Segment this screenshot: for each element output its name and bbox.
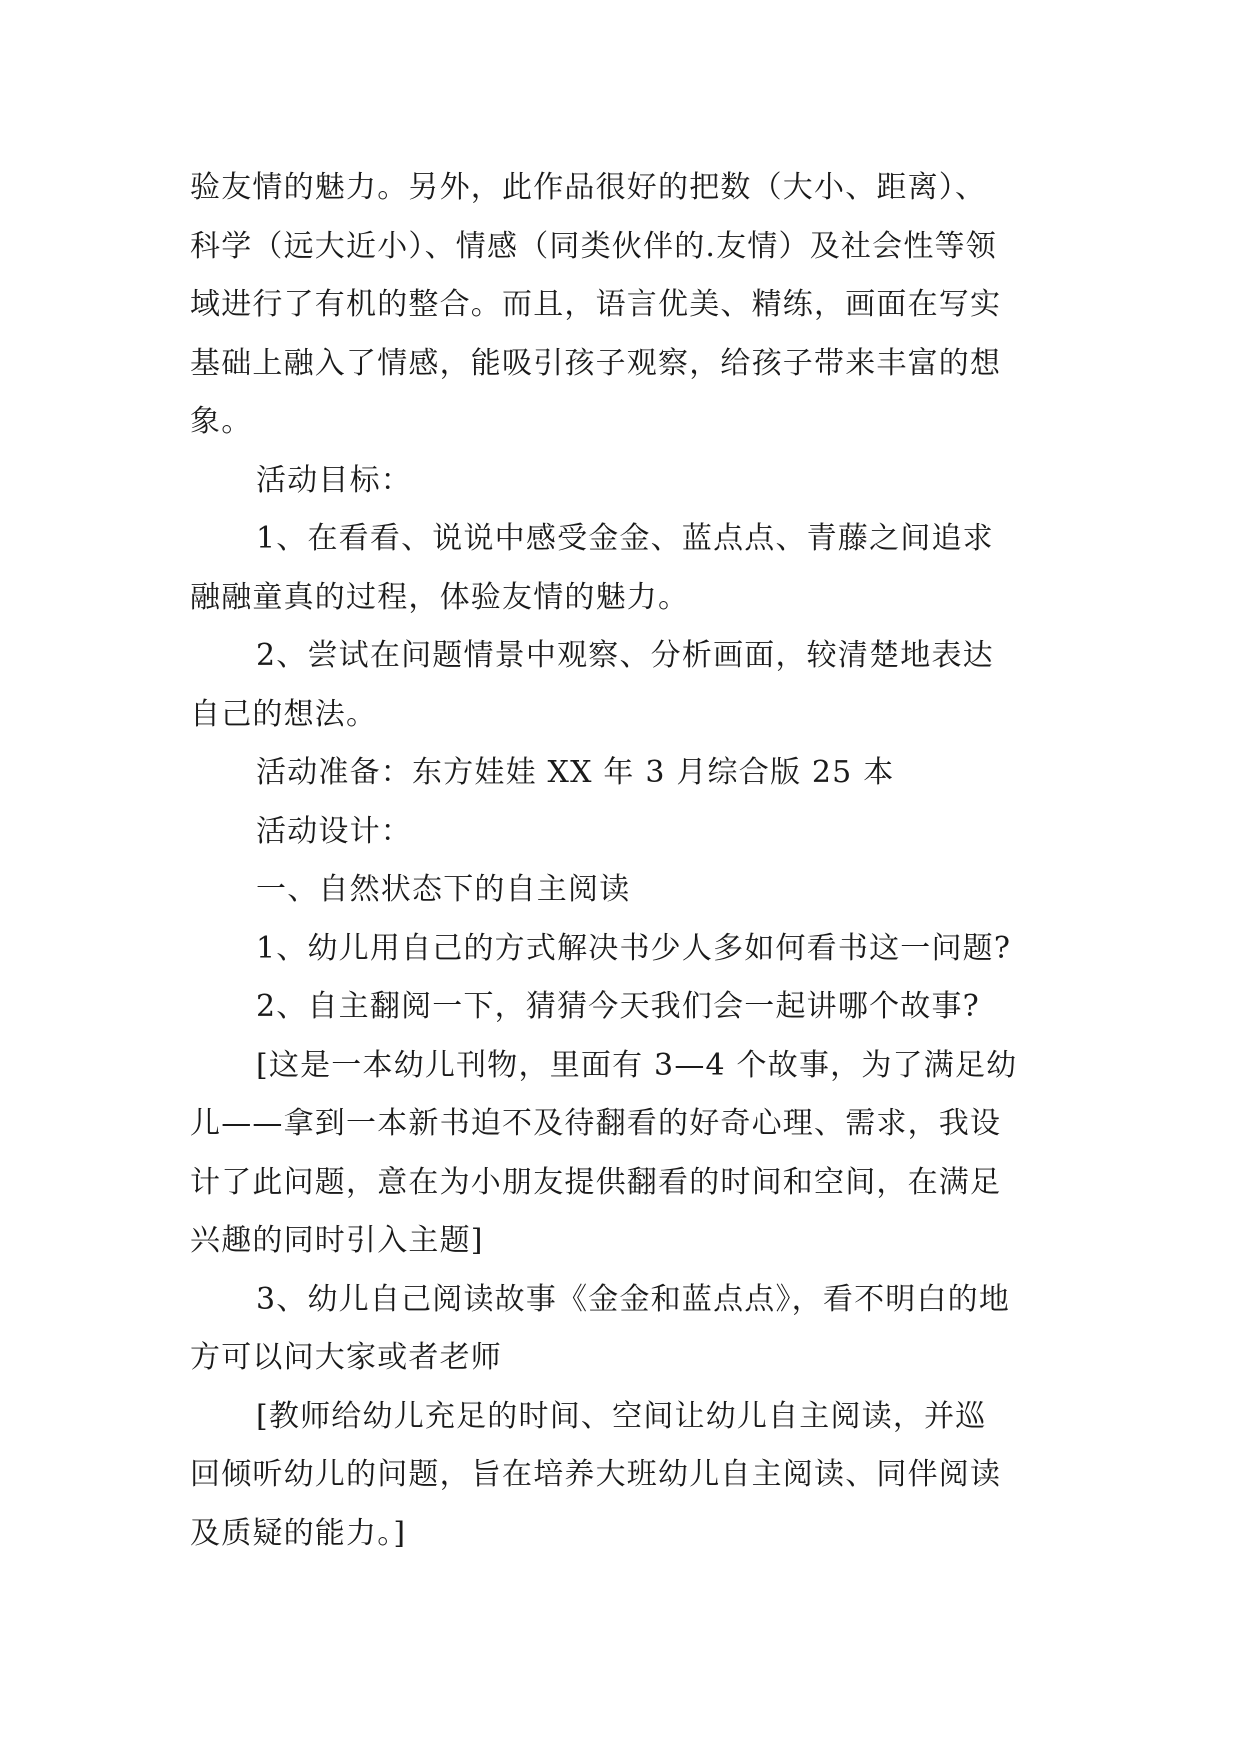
text-line: 验友情的魅力。另外，此作品很好的把数（大小、距离）、 <box>190 170 987 205</box>
text-line: 科学（远大近小）、情感（同类伙伴的.友情）及社会性等领 <box>190 228 997 264</box>
text-line: 方可以问大家或者老师 <box>190 1340 502 1375</box>
text-line: 自己的想法。 <box>190 696 378 732</box>
text-line: 域进行了有机的整合。而且，语言优美、精练，画面在写实 <box>190 287 1002 322</box>
paragraph-start-line: 活动设计： <box>256 813 412 849</box>
paragraph-start-line: 2、尝试在问题情景中观察、分析画面，较清楚地表达 <box>256 638 994 673</box>
paragraph-start-line: 1、幼儿用自己的方式解决书少人多如何看书这一问题? <box>256 930 1012 966</box>
paragraph-start-line: [教师给幼儿充足的时间、空间让幼儿自主阅读，并巡 <box>256 1398 987 1434</box>
text-line: 计了此问题，意在为小朋友提供翻看的时间和空间，在满足 <box>190 1164 1002 1200</box>
text-line: 及质疑的能力。] <box>190 1515 407 1551</box>
paragraph-start-line: 活动准备：东方娃娃 XX 年 3 月综合版 25 本 <box>256 755 895 790</box>
paragraph-start-line: 一、自然状态下的自主阅读 <box>256 872 631 907</box>
paragraph-start-line: 3、幼儿自己阅读故事《金金和蓝点点》，看不明白的地 <box>256 1281 1011 1317</box>
text-line: 兴趣的同时引入主题] <box>190 1223 484 1258</box>
text-line: 融融童真的过程，体验友情的魅力。 <box>190 579 690 615</box>
paragraph-start-line: 1、在看看、说说中感受金金、蓝点点、青藤之间追求 <box>256 521 994 556</box>
paragraph-start-line: [这是一本幼儿刊物，里面有 3—4 个故事，为了满足幼 <box>256 1047 1018 1083</box>
text-line: 儿——拿到一本新书迫不及待翻看的好奇心理、需求，我设 <box>190 1106 1002 1141</box>
text-line: 回倾听幼儿的问题，旨在培养大班幼儿自主阅读、同伴阅读 <box>190 1457 1002 1492</box>
text-line: 象。 <box>190 404 253 439</box>
paragraph-start-line: 2、自主翻阅一下，猜猜今天我们会一起讲哪个故事? <box>256 989 980 1024</box>
text-line: 基础上融入了情感，能吸引孩子观察，给孩子带来丰富的想 <box>190 345 1002 381</box>
body-text <box>190 159 1055 1563</box>
paragraph-start-line: 活动目标： <box>256 462 412 498</box>
